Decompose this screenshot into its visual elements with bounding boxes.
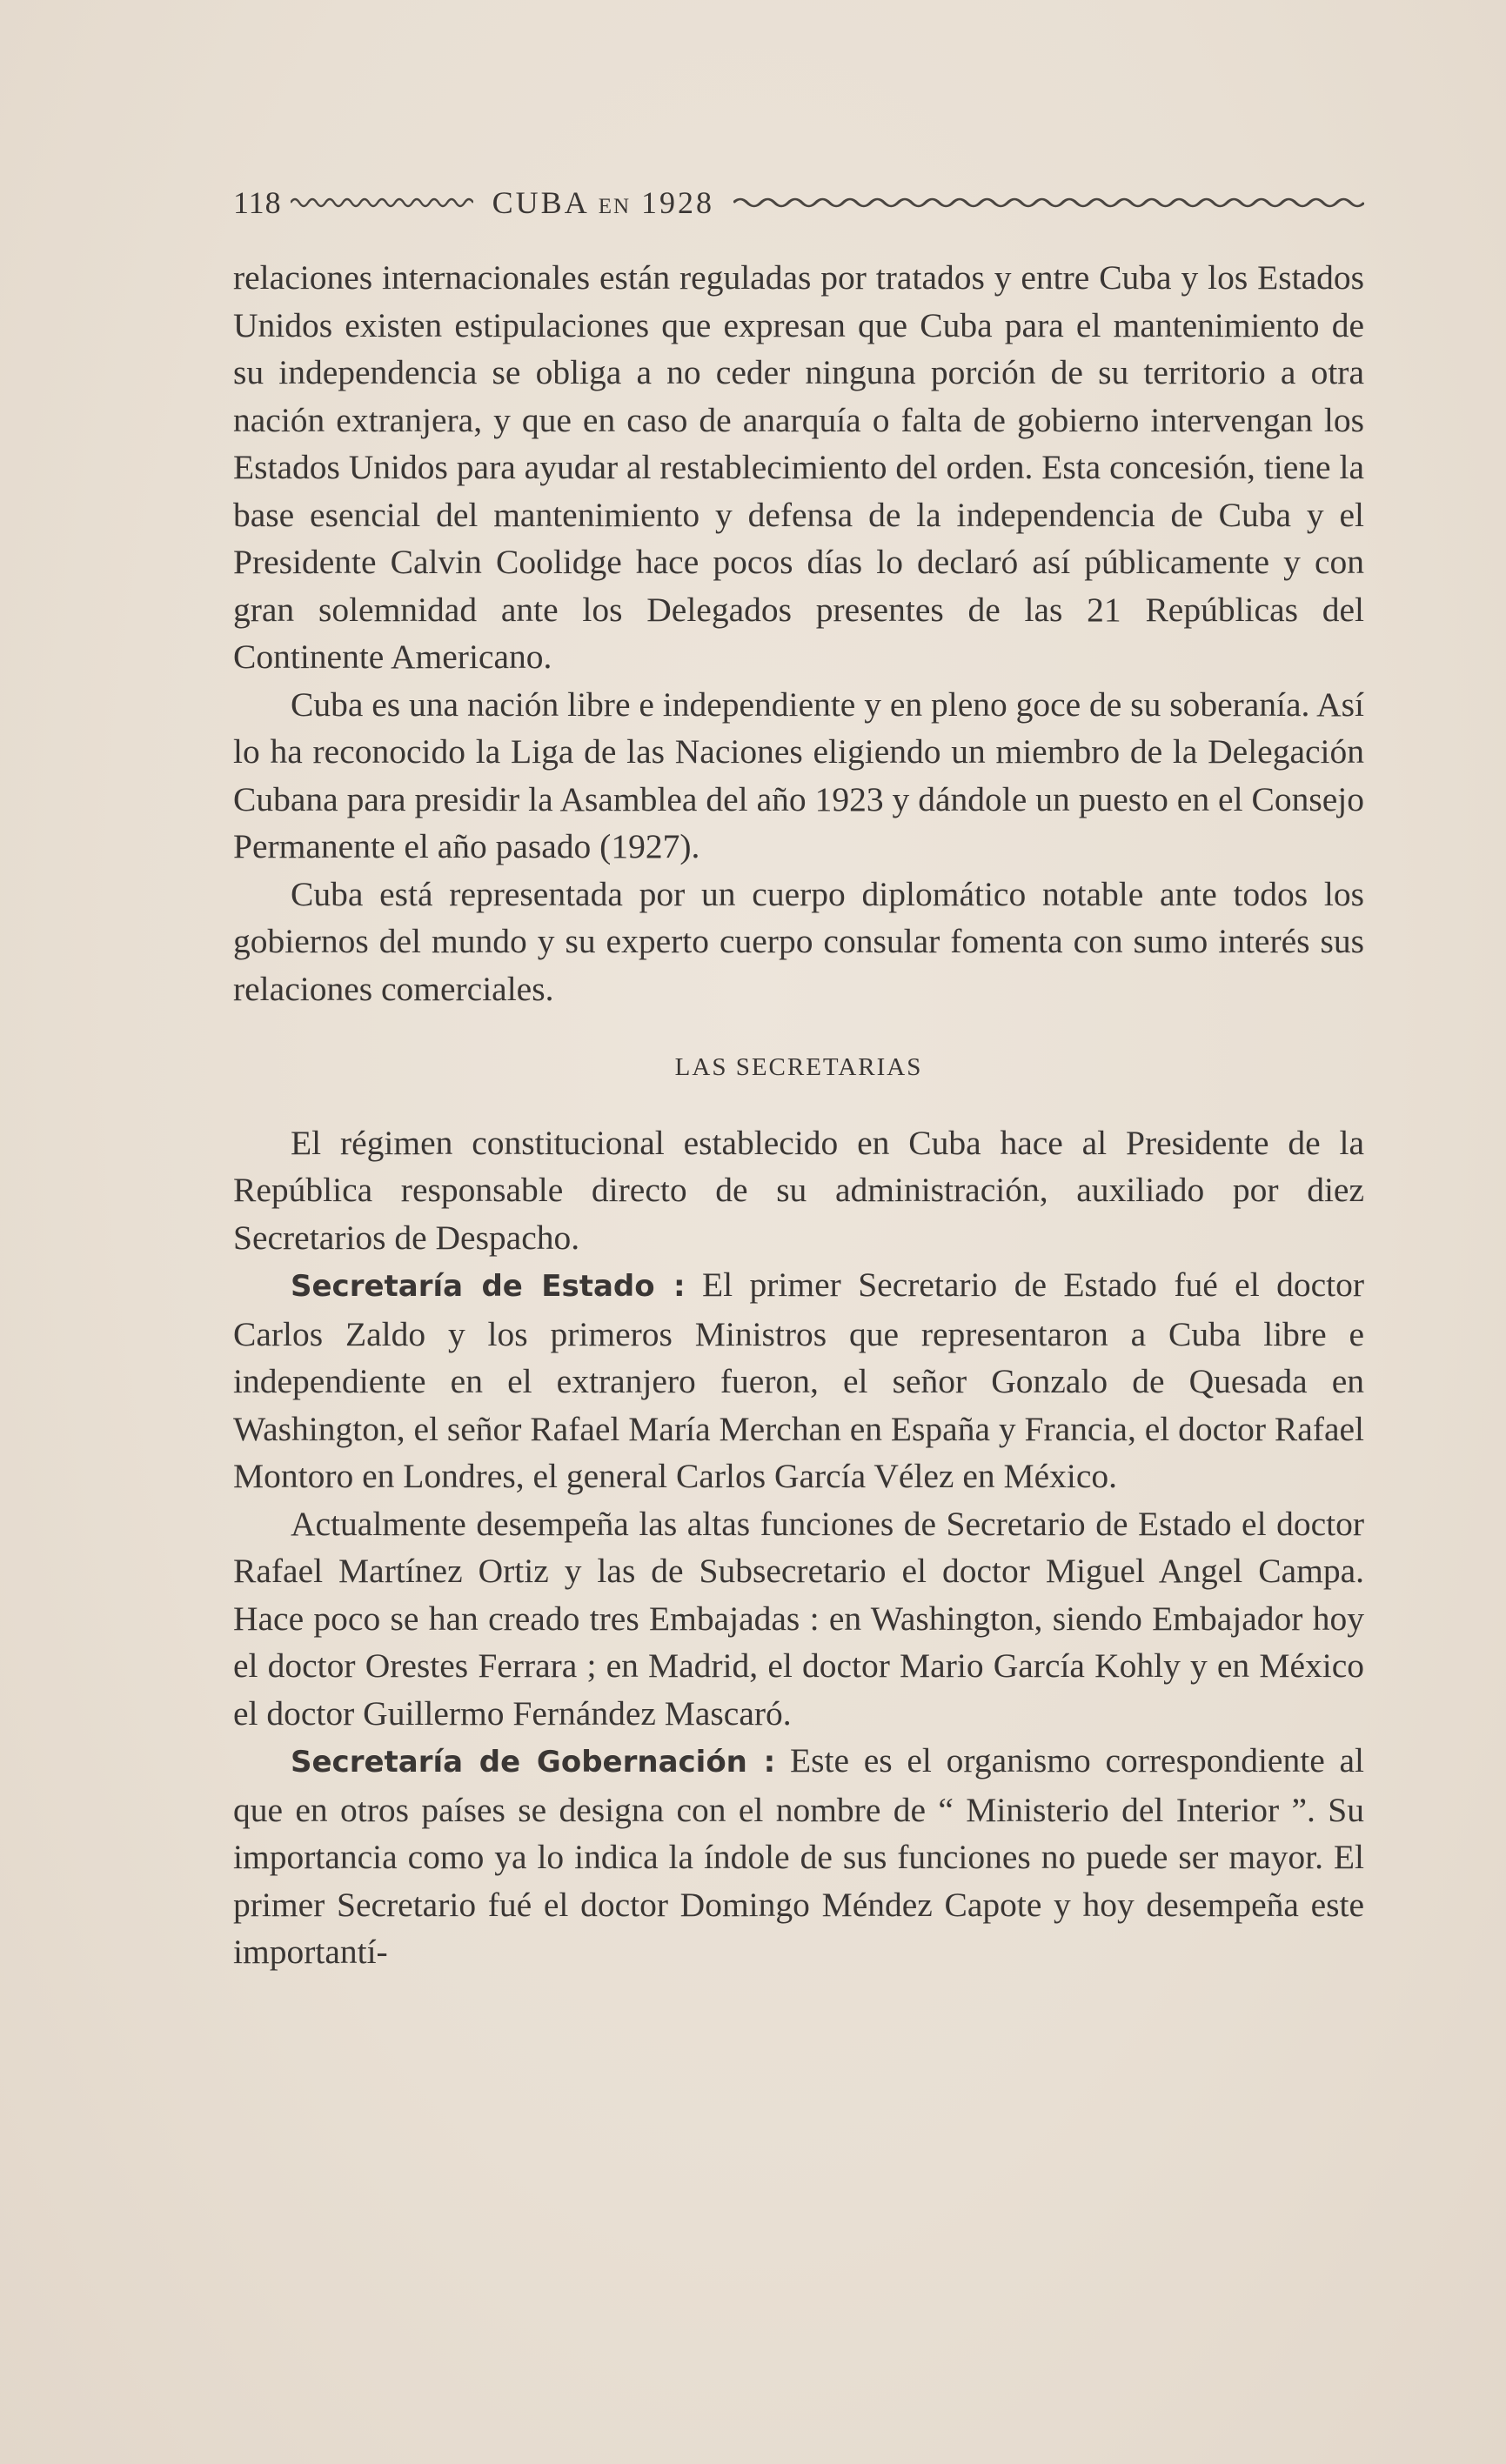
paragraph-2: Cuba es una nación libre e independiente y en pleno goce de su soberanía. Así lo ha reconocido la Liga de las Naciones eligiendo un miembro de la Delegación Cubana para presidir la Asamblea del año 1923 y dándole un puesto en el Consejo Permanente el año pasado (1927). <box>233 684 1364 865</box>
run-in-heading-gobernacion: Secretaría de Gobernación : <box>291 1745 776 1780</box>
wavy-rule-right <box>733 194 1364 211</box>
paragraph-5 <box>233 1261 1364 1500</box>
body-text <box>233 254 1364 1976</box>
paragraph-6: Actualmente desempeña las altas funciones de Secretario de Estado el doctor Rafael Martínez Ortiz y las de Subsecretario el doctor Miguel Angel Campa. Hace poco se han creado tres Embajadas : en Washington, siendo Embajador hoy el doctor Orestes Ferrara ; en Madrid, el doctor Mario García Kohly y en México el doctor Guillermo Fernández Mascaró. <box>233 1504 1364 1733</box>
section-heading: LAS SECRETARIAS <box>674 1053 923 1081</box>
running-head-word-cuba: CUBA <box>492 185 588 220</box>
running-head-year: 1928 <box>641 185 715 220</box>
page-number: 118 <box>233 185 282 220</box>
wavy-rule-left <box>291 194 473 211</box>
paragraph-7-text: Este es el organismo correspondiente al que en otros países se designa con el nombre de “ Ministerio del Interior ”. Su importancia como ya lo indica la índole de sus funciones no puede ser mayor. El primer Secretario fué el doctor Domingo Méndez Capote y hoy desempeña este importantí- <box>233 1741 1364 1971</box>
paragraph-1: relaciones internacionales están reguladas por tratados y entre Cuba y los Estados Unidos existen estipulaciones que expresan que Cuba para el mantenimiento de su independencia se obliga a no ceder ninguna porción de su territorio a otra nación extranjera, y que en caso de anarquía o falta de gobierno intervengan los Estados Unidos para ayudar al restablecimiento del orden. Esta concesión, tiene la base esencial del mantenimiento y defensa de la independencia de Cuba y el Presidente Calvin Coolidge hace pocos días lo declaró así públicamente y con gran solemnidad ante los Delegados presentes de las 21 Repúblicas del Continente Americano. <box>233 258 1364 676</box>
run-in-heading-estado: Secretaría de Estado : <box>291 1269 686 1304</box>
paragraph-4: El régimen constitucional establecido en Cuba hace al Presidente de la República responsable directo de su administración, auxiliado por diez Secretarios de Despacho. <box>233 1123 1364 1257</box>
paragraph-5-text: El primer Secretario de Estado fué el doctor Carlos Zaldo y los primeros Ministros que representaron a Cuba libre e independiente en el extranjero fueron, el señor Gonzalo de Quesada en Washington, el señor Rafael María Merchan en España y Francia, el doctor Rafael Montoro en Londres, el general Carlos García Vélez en México. <box>233 1265 1365 1495</box>
paragraph-3: Cuba está representada por un cuerpo diplomático notable ante todos los gobiernos del mundo y su experto cuerpo consular fomenta con sumo interés sus relaciones comerciales. <box>233 874 1364 1008</box>
paragraph-7 <box>233 1737 1364 1976</box>
running-header <box>233 181 1364 224</box>
running-head-title <box>492 184 714 221</box>
running-head-word-en: EN <box>598 195 632 218</box>
